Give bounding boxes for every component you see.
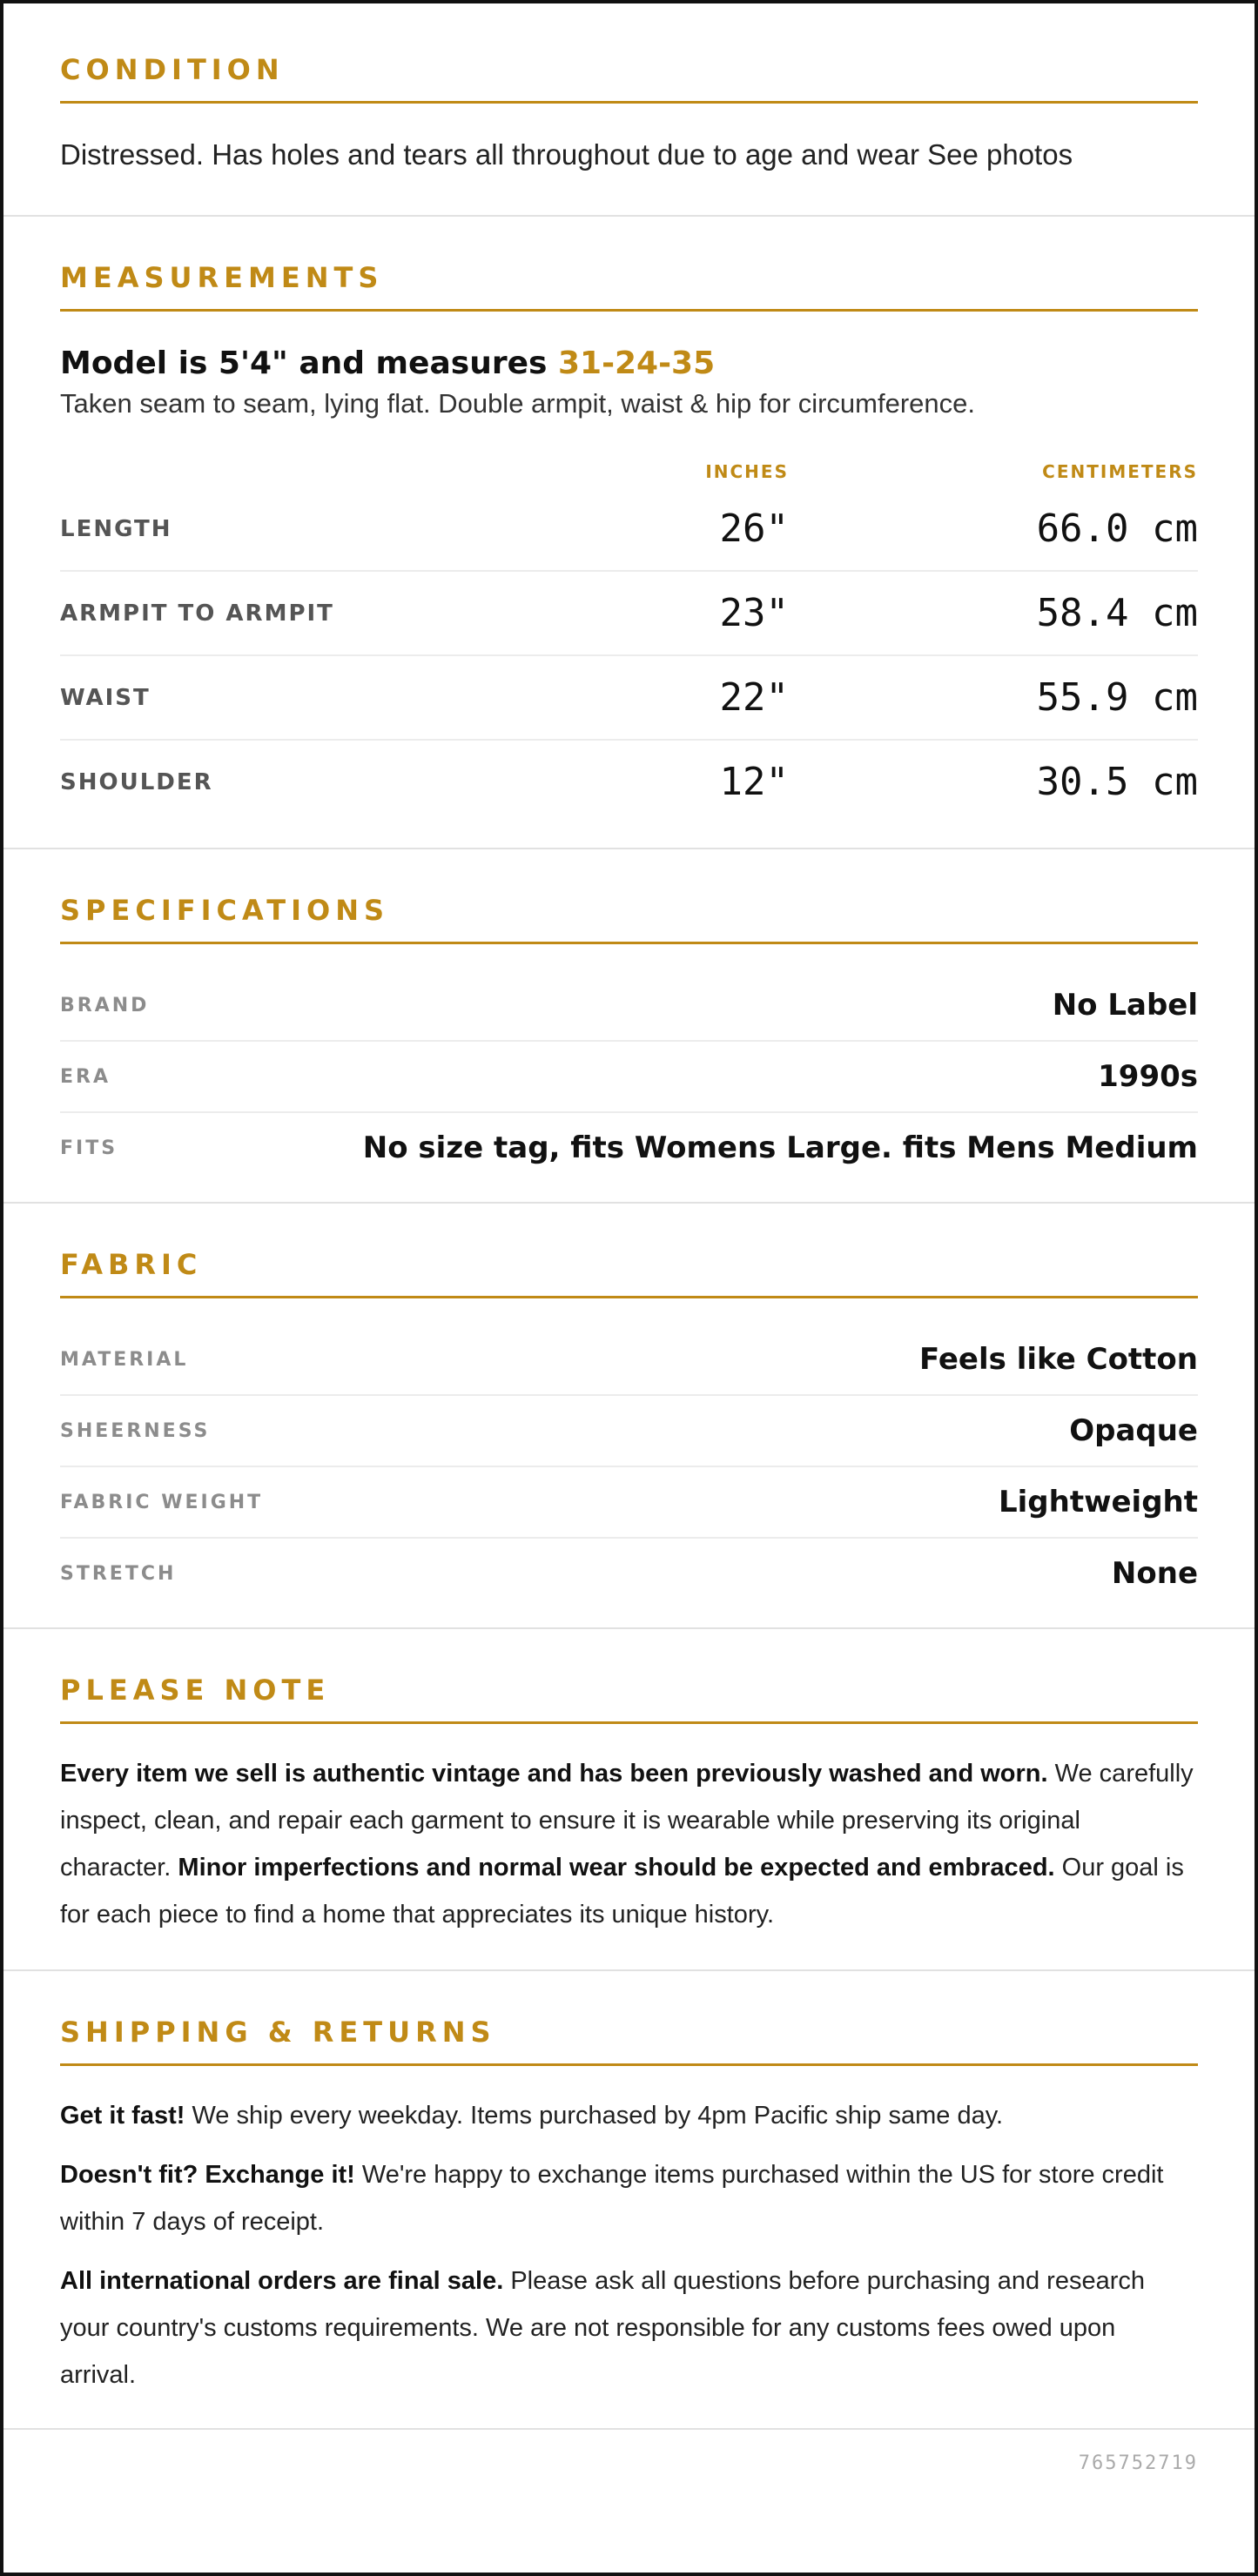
fabric-value: Opaque [1069, 1413, 1198, 1448]
model-measures-prefix: Model is 5'4" and measures [60, 345, 558, 381]
measurement-label: ARMPIT TO ARMPIT [60, 600, 334, 627]
fabric-list [60, 1325, 1198, 1608]
fabric-value: Feels like Cotton [919, 1342, 1198, 1377]
note-text-1: We carefully inspect, clean, and repair each garment to ensure it is wearable while preserving its original character. [60, 1760, 1194, 1882]
spec-row-era [60, 1042, 1198, 1113]
note-text-2: Our goal is for each piece to find a home that appreciates its unique history. [60, 1854, 1184, 1929]
fabric-label: FABRIC WEIGHT [60, 1491, 264, 1513]
fabric-row-material [60, 1325, 1198, 1396]
spec-row-brand [60, 970, 1198, 1042]
measurement-cm: 55.9 cm [1036, 675, 1198, 720]
spec-value: No size tag, fits Womens Large. fits Mens Medium [362, 1130, 1198, 1165]
fabric-label: MATERIAL [60, 1348, 189, 1371]
shipping-heading: SHIPPING & RETURNS [60, 2015, 1198, 2066]
shipping-paragraph-1 [60, 2092, 1198, 2139]
fabric-row-sheerness [60, 1396, 1198, 1467]
shipping-paragraph-3 [60, 2257, 1198, 2398]
measurements-table [60, 456, 1198, 823]
model-measures-line [60, 345, 1198, 383]
spec-label: FITS [60, 1137, 118, 1159]
spec-row-fits [60, 1113, 1198, 1183]
please-note-heading: PLEASE NOTE [60, 1673, 1198, 1724]
measurements-section [3, 217, 1255, 849]
fabric-label: SHEERNESS [60, 1419, 211, 1442]
measurement-inches: 26" [719, 506, 789, 551]
fabric-value: None [1111, 1556, 1198, 1591]
fabric-row-stretch [60, 1539, 1198, 1608]
shipping-section [3, 1971, 1255, 2430]
shipping-text-3: Please ask all questions before purchasing and research your country's customs requirements. We are not responsible for any customs fees owed upon arrival. [60, 2267, 1146, 2389]
model-measures-value: 31-24-35 [557, 345, 716, 381]
shipping-bold-2: Doesn't fit? Exchange it! [60, 2161, 355, 2189]
shipping-text-1: We ship every weekday. Items purchased by 4pm Pacific ship same day. [185, 2102, 1004, 2130]
fabric-row-weight [60, 1467, 1198, 1539]
measurement-row-waist [60, 656, 1198, 741]
note-bold-1: Every item we sell is authentic vintage and has been previously washed and worn. [60, 1760, 1048, 1788]
shipping-bold-3: All international orders are final sale. [60, 2267, 504, 2295]
measurement-label: WAIST [60, 684, 151, 711]
please-note-section [3, 1629, 1255, 1971]
fabric-value: Lightweight [998, 1485, 1198, 1519]
product-reference-number: 765752719 [1078, 2452, 1198, 2474]
measurement-cm: 30.5 cm [1036, 760, 1198, 804]
measurements-heading: MEASUREMENTS [60, 260, 1198, 312]
measurement-label: SHOULDER [60, 768, 213, 795]
please-note-text [60, 1750, 1198, 1938]
measurement-inches: 12" [719, 760, 789, 804]
fabric-section [3, 1204, 1255, 1629]
specifications-heading: SPECIFICATIONS [60, 893, 1198, 944]
shipping-bold-1: Get it fast! [60, 2102, 185, 2130]
spec-value: No Label [1052, 988, 1198, 1023]
measurement-inches: 23" [719, 591, 789, 635]
spec-label: BRAND [60, 994, 150, 1016]
measurement-row-armpit [60, 572, 1198, 656]
measurement-inches: 22" [719, 675, 789, 720]
note-bold-2: Minor imperfections and normal wear should be expected and embraced. [178, 1854, 1055, 1882]
measurement-row-length [60, 487, 1198, 572]
measurements-table-header [60, 456, 1198, 487]
condition-heading: CONDITION [60, 52, 1198, 104]
specifications-section [3, 849, 1255, 1204]
fabric-heading: FABRIC [60, 1247, 1198, 1298]
measurements-subtitle: Taken seam to seam, lying flat. Double armpit, waist & hip for circumference. [60, 388, 975, 419]
spec-label: ERA [60, 1065, 111, 1088]
fabric-label: STRETCH [60, 1562, 177, 1585]
column-header-inches: INCHES [705, 461, 789, 482]
footer [3, 2430, 1255, 2499]
column-header-centimeters: CENTIMETERS [1042, 461, 1198, 482]
shipping-text-2: We're happy to exchange items purchased within the US for store credit within 7 days of receipt. [60, 2161, 1164, 2236]
specifications-list [60, 970, 1198, 1183]
measurement-label: LENGTH [60, 515, 172, 542]
spec-value: 1990s [1098, 1059, 1198, 1094]
measurement-cm: 66.0 cm [1036, 506, 1198, 551]
condition-text: Distressed. Has holes and tears all throughout due to age and wear See photos [60, 138, 1073, 171]
measurement-cm: 58.4 cm [1036, 591, 1198, 635]
measurement-row-shoulder [60, 741, 1198, 823]
condition-section [3, 3, 1255, 217]
shipping-paragraph-2 [60, 2151, 1198, 2245]
